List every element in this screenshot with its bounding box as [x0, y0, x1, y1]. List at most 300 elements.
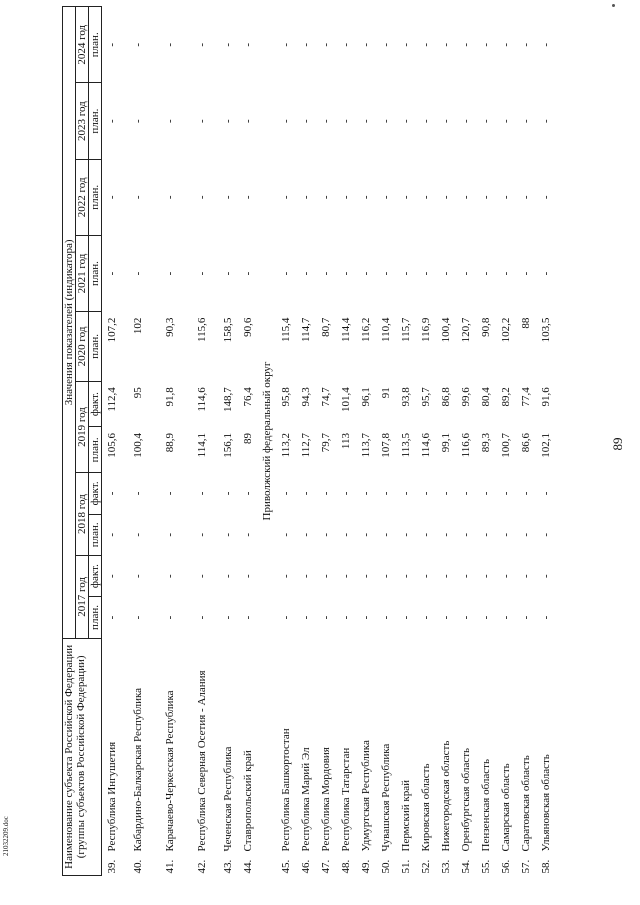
- value-cell: 77,4: [520, 387, 532, 407]
- value-cell: -: [242, 574, 254, 578]
- region-name-cell: [238, 638, 258, 875]
- table-row: [376, 7, 396, 876]
- header-fact: факт.: [89, 381, 102, 427]
- value-cell: 113,5: [400, 433, 412, 458]
- value-cell: 116,2: [360, 317, 372, 342]
- value-cell: -: [440, 615, 452, 620]
- value-cell: -: [540, 615, 552, 620]
- value-cell: -: [196, 195, 208, 200]
- value-cell: 95,7: [420, 387, 432, 407]
- value-cell: -: [222, 574, 234, 578]
- value-cell: -: [280, 615, 292, 620]
- value-cell: -: [480, 119, 492, 123]
- value-cell: -: [320, 532, 332, 537]
- value-cell: 88,9: [164, 433, 176, 453]
- value-cell: -: [340, 42, 352, 47]
- value-cell: -: [340, 532, 352, 537]
- value-cell: 112,4: [106, 387, 118, 412]
- value-cell: -: [132, 271, 144, 276]
- table-row: [102, 7, 123, 876]
- value-cell: 102,1: [540, 433, 552, 458]
- value-cell: 96,1: [360, 387, 372, 407]
- value-cell: 113,2: [280, 433, 292, 458]
- value-cell: 91,6: [540, 387, 552, 407]
- row-number: 49.: [360, 859, 372, 874]
- value-cell: 91: [380, 387, 392, 399]
- value-cell: 80,7: [320, 317, 332, 337]
- value-cell: -: [500, 574, 512, 578]
- value-cell: -: [196, 119, 208, 123]
- value-cell: 76,4: [242, 387, 254, 407]
- value-cell: -: [280, 119, 292, 123]
- value-cell: -: [106, 271, 118, 276]
- header-year: 2023 год: [76, 83, 89, 159]
- header-year: 2018 год: [76, 473, 89, 556]
- value-cell: -: [132, 491, 144, 496]
- region-name: Оренбургская область: [460, 747, 472, 852]
- value-cell: -: [480, 574, 492, 578]
- value-cell: 107,2: [106, 317, 118, 343]
- value-cell: 103,5: [540, 317, 552, 343]
- value-cell: 86,6: [520, 433, 532, 453]
- value-cell: -: [500, 119, 512, 123]
- value-cell: 86,8: [440, 387, 452, 407]
- region-name-cell: [316, 638, 336, 875]
- value-cell: -: [360, 615, 372, 620]
- row-number: 47.: [320, 859, 332, 874]
- region-name: Республика Мордовия: [320, 747, 332, 852]
- value-cell: -: [242, 491, 254, 496]
- value-cell: -: [540, 574, 552, 578]
- value-cell: -: [360, 271, 372, 276]
- row-number: 45.: [280, 859, 292, 874]
- value-cell: 114,6: [420, 433, 432, 458]
- region-name: Карачаево-Черкесская Республика: [164, 690, 176, 852]
- region-name-cell: [186, 638, 218, 875]
- scan-mark: [612, 4, 615, 7]
- value-cell: -: [132, 615, 144, 620]
- value-cell: -: [400, 271, 412, 276]
- value-cell: -: [320, 119, 332, 123]
- value-cell: -: [400, 491, 412, 496]
- value-cell: -: [480, 42, 492, 47]
- region-name-cell: [396, 638, 416, 875]
- value-cell: -: [196, 615, 208, 620]
- region-name-cell: [218, 638, 238, 875]
- region-name-cell: [356, 638, 376, 875]
- value-cell: -: [460, 119, 472, 123]
- value-cell: 99,6: [460, 387, 472, 407]
- value-cell: -: [400, 532, 412, 537]
- value-cell: -: [340, 491, 352, 496]
- header-plan: план.: [89, 159, 102, 235]
- region-name-cell: [336, 638, 356, 875]
- value-cell: 156,1: [222, 433, 234, 458]
- value-cell: 115,7: [400, 317, 412, 342]
- value-cell: -: [132, 532, 144, 537]
- value-cell: -: [400, 42, 412, 47]
- value-cell: 102: [132, 317, 144, 335]
- header-year: 2019 год: [76, 381, 89, 472]
- value-cell: -: [480, 491, 492, 496]
- row-number: 56.: [500, 859, 512, 874]
- value-cell: -: [460, 195, 472, 200]
- value-cell: -: [196, 42, 208, 47]
- value-cell: 90,8: [480, 317, 492, 337]
- row-number: 53.: [440, 859, 452, 874]
- value-cell: -: [300, 42, 312, 47]
- value-cell: 88: [520, 317, 532, 329]
- table-row: [186, 7, 218, 876]
- value-cell: -: [460, 615, 472, 620]
- value-cell: -: [540, 42, 552, 47]
- table-row: [456, 7, 476, 876]
- value-cell: -: [420, 574, 432, 578]
- value-cell: 99,1: [440, 433, 452, 453]
- header-year: 2017 год: [76, 555, 89, 638]
- header-fact: факт.: [89, 555, 102, 596]
- value-cell: -: [164, 119, 176, 123]
- table-row: [238, 7, 258, 876]
- region-name-cell: [416, 638, 436, 875]
- value-cell: -: [440, 532, 452, 537]
- header-plan: план.: [89, 235, 102, 311]
- value-cell: 90,6: [242, 317, 254, 337]
- value-cell: -: [164, 532, 176, 537]
- value-cell: -: [380, 271, 392, 276]
- value-cell: -: [380, 574, 392, 578]
- region-name: Чувашская Республика: [380, 743, 392, 852]
- value-cell: -: [320, 615, 332, 620]
- value-cell: -: [460, 491, 472, 496]
- region-name: Кировская область: [420, 763, 432, 852]
- table-row: [276, 7, 296, 876]
- value-cell: -: [420, 532, 432, 537]
- value-cell: 113,7: [360, 433, 372, 458]
- region-name-cell: [476, 638, 496, 875]
- value-cell: -: [500, 532, 512, 537]
- row-number: 51.: [400, 859, 412, 874]
- value-cell: -: [380, 119, 392, 123]
- region-name-cell: [296, 638, 316, 875]
- region-name: Пермский край: [400, 780, 412, 852]
- value-cell: 95,8: [280, 387, 292, 407]
- value-cell: 74,7: [320, 387, 332, 407]
- value-cell: 91,8: [164, 387, 176, 407]
- value-cell: -: [280, 491, 292, 496]
- table-row: [416, 7, 436, 876]
- value-cell: 113: [340, 433, 352, 450]
- value-cell: -: [340, 271, 352, 276]
- value-cell: -: [340, 119, 352, 123]
- value-cell: -: [360, 574, 372, 578]
- value-cell: -: [520, 42, 532, 47]
- row-number: 46.: [300, 859, 312, 874]
- row-number: 48.: [340, 859, 352, 874]
- value-cell: -: [460, 532, 472, 537]
- value-cell: 148,7: [222, 387, 234, 413]
- region-name: Кабардино-Балкарская Республика: [132, 687, 144, 852]
- row-number: 42.: [196, 859, 208, 874]
- region-name: Республика Ингушетия: [106, 741, 118, 852]
- table-row: [496, 7, 516, 876]
- value-cell: -: [540, 195, 552, 200]
- table-row: [396, 7, 416, 876]
- value-cell: -: [340, 574, 352, 578]
- value-cell: -: [540, 491, 552, 496]
- value-cell: -: [106, 574, 118, 578]
- value-cell: -: [360, 491, 372, 496]
- value-cell: -: [380, 42, 392, 47]
- value-cell: -: [520, 195, 532, 200]
- row-number: 40.: [132, 859, 144, 874]
- value-cell: -: [420, 615, 432, 620]
- value-cell: -: [164, 491, 176, 496]
- value-cell: 110,4: [380, 317, 392, 342]
- header-plan: план.: [89, 83, 102, 159]
- page-number: 89: [610, 437, 625, 451]
- value-cell: 100,4: [440, 317, 452, 343]
- value-cell: -: [520, 491, 532, 496]
- region-name-cell: [276, 638, 296, 875]
- value-cell: -: [280, 271, 292, 276]
- value-cell: -: [500, 195, 512, 200]
- value-cell: 102,2: [500, 317, 512, 343]
- table-row: [154, 7, 186, 876]
- row-number: 41.: [164, 859, 176, 874]
- value-cell: -: [540, 119, 552, 123]
- value-cell: -: [360, 195, 372, 200]
- value-cell: -: [132, 195, 144, 200]
- value-cell: 89,2: [500, 387, 512, 407]
- value-cell: -: [440, 42, 452, 47]
- value-cell: -: [300, 195, 312, 200]
- row-number: 57.: [520, 859, 532, 874]
- value-cell: -: [500, 615, 512, 620]
- value-cell: -: [164, 195, 176, 200]
- value-cell: 101,4: [340, 387, 352, 413]
- value-cell: 100,4: [132, 433, 144, 458]
- value-cell: -: [480, 271, 492, 276]
- value-cell: -: [242, 271, 254, 276]
- value-cell: -: [360, 42, 372, 47]
- table-row: [436, 7, 456, 876]
- value-cell: -: [300, 491, 312, 496]
- header-plan: план.: [89, 312, 102, 382]
- value-cell: -: [420, 491, 432, 496]
- region-name-cell: [536, 638, 556, 875]
- value-cell: -: [132, 574, 144, 578]
- region-name-cell: [102, 638, 123, 875]
- value-cell: -: [164, 271, 176, 276]
- value-cell: -: [106, 119, 118, 123]
- value-cell: -: [480, 532, 492, 537]
- value-cell: -: [280, 195, 292, 200]
- value-cell: -: [106, 491, 118, 496]
- value-cell: -: [300, 119, 312, 123]
- value-cell: -: [320, 574, 332, 578]
- value-cell: -: [320, 42, 332, 47]
- header-plan: план.: [89, 597, 102, 638]
- region-name: Ульяновская область: [540, 754, 552, 852]
- row-number: 39.: [106, 859, 118, 874]
- value-cell: -: [196, 574, 208, 578]
- value-cell: -: [242, 532, 254, 537]
- table-body: [102, 7, 557, 876]
- value-cell: -: [420, 195, 432, 200]
- value-cell: -: [460, 574, 472, 578]
- value-cell: -: [540, 271, 552, 276]
- value-cell: -: [440, 574, 452, 578]
- table-row: [316, 7, 336, 876]
- value-cell: -: [164, 615, 176, 620]
- value-cell: 114,7: [300, 317, 312, 342]
- region-name: Саратовская область: [520, 755, 532, 852]
- region-name-cell: [516, 638, 536, 875]
- row-number: 50.: [380, 859, 392, 874]
- value-cell: 89: [242, 433, 254, 444]
- value-cell: -: [132, 42, 144, 47]
- row-number: 43.: [222, 859, 234, 874]
- value-cell: -: [380, 615, 392, 620]
- row-number: 58.: [540, 859, 552, 874]
- value-cell: -: [106, 195, 118, 200]
- region-name-cell: [376, 638, 396, 875]
- value-cell: -: [222, 271, 234, 276]
- value-cell: 89,3: [480, 433, 492, 453]
- region-name: Пензенская область: [480, 759, 492, 852]
- table-row: [476, 7, 496, 876]
- value-cell: -: [440, 119, 452, 123]
- table-row: [218, 7, 238, 876]
- value-cell: -: [400, 615, 412, 620]
- header-year: 2024 год: [76, 7, 89, 84]
- region-name: Нижегородская область: [440, 740, 452, 852]
- section-row: [258, 7, 276, 876]
- value-cell: -: [380, 491, 392, 496]
- value-cell: -: [196, 271, 208, 276]
- region-name: Республика Марий Эл: [300, 747, 312, 852]
- value-cell: -: [400, 119, 412, 123]
- region-name: Самарская область: [500, 763, 512, 852]
- value-cell: -: [106, 615, 118, 620]
- value-cell: 95: [132, 387, 144, 399]
- region-name-cell: [154, 638, 186, 875]
- value-cell: -: [196, 491, 208, 496]
- value-cell: -: [222, 42, 234, 47]
- table-row: [336, 7, 356, 876]
- section-title: Приволжский федеральный округ: [261, 361, 273, 521]
- value-cell: -: [320, 271, 332, 276]
- value-cell: -: [300, 615, 312, 620]
- value-cell: -: [400, 574, 412, 578]
- value-cell: -: [420, 42, 432, 47]
- value-cell: -: [340, 195, 352, 200]
- value-cell: 90,3: [164, 317, 176, 337]
- value-cell: 114,4: [340, 317, 352, 342]
- value-cell: -: [222, 615, 234, 620]
- value-cell: -: [540, 532, 552, 537]
- region-name-cell: [122, 638, 154, 875]
- region-name-cell: [436, 638, 456, 875]
- table-row: [122, 7, 154, 876]
- value-cell: -: [106, 42, 118, 47]
- value-cell: -: [520, 574, 532, 578]
- value-cell: 114,1: [196, 433, 208, 458]
- region-name-cell: [496, 638, 516, 875]
- value-cell: -: [222, 119, 234, 123]
- document-code: 21032209.doc: [2, 816, 10, 856]
- value-cell: -: [222, 491, 234, 496]
- value-cell: 115,4: [280, 317, 292, 342]
- value-cell: -: [222, 195, 234, 200]
- header-plan: план.: [89, 427, 102, 473]
- value-cell: 116,9: [420, 317, 432, 342]
- header-plan: план.: [89, 7, 102, 84]
- value-cell: -: [460, 271, 472, 276]
- value-cell: -: [196, 532, 208, 537]
- value-cell: -: [380, 532, 392, 537]
- value-cell: 80,4: [480, 387, 492, 407]
- value-cell: 112,7: [300, 433, 312, 458]
- value-cell: 114,6: [196, 387, 208, 412]
- value-cell: 94,3: [300, 387, 312, 407]
- region-name: Удмуртская Республика: [360, 740, 372, 852]
- row-number: 55.: [480, 859, 492, 874]
- value-cell: -: [500, 271, 512, 276]
- indicator-table: [62, 6, 556, 876]
- value-cell: -: [480, 615, 492, 620]
- value-cell: -: [440, 491, 452, 496]
- region-name: Чеченская Республика: [222, 746, 234, 852]
- value-cell: -: [242, 42, 254, 47]
- value-cell: -: [300, 574, 312, 578]
- row-number: 52.: [420, 859, 432, 874]
- value-cell: -: [242, 615, 254, 620]
- value-cell: 107,8: [380, 433, 392, 458]
- header-name-column: Наименование субъекта Российской Федерации (группы субъектов Российской Федерации): [63, 638, 102, 875]
- table-row: [516, 7, 536, 876]
- value-cell: -: [360, 532, 372, 537]
- region-name: Республика Татарстан: [340, 747, 352, 852]
- value-cell: -: [420, 271, 432, 276]
- rotated-table-block: [62, 6, 592, 876]
- value-cell: -: [440, 271, 452, 276]
- table-row: [356, 7, 376, 876]
- value-cell: 116,6: [460, 433, 472, 458]
- value-cell: -: [340, 615, 352, 620]
- region-name: Республика Башкортостан: [280, 728, 292, 852]
- value-cell: 120,7: [460, 317, 472, 343]
- table-row: [296, 7, 316, 876]
- value-cell: -: [320, 491, 332, 496]
- value-cell: -: [480, 195, 492, 200]
- value-cell: -: [300, 532, 312, 537]
- region-name: Ставропольский край: [242, 750, 254, 852]
- header-year: 2020 год: [76, 312, 89, 382]
- value-cell: 158,5: [222, 317, 234, 343]
- value-cell: -: [460, 42, 472, 47]
- value-cell: 79,7: [320, 433, 332, 453]
- value-cell: -: [520, 615, 532, 620]
- value-cell: -: [440, 195, 452, 200]
- header-fact: факт.: [89, 473, 102, 514]
- value-cell: -: [500, 491, 512, 496]
- value-cell: -: [320, 195, 332, 200]
- value-cell: -: [132, 119, 144, 123]
- value-cell: 115,6: [196, 317, 208, 342]
- value-cell: -: [164, 574, 176, 578]
